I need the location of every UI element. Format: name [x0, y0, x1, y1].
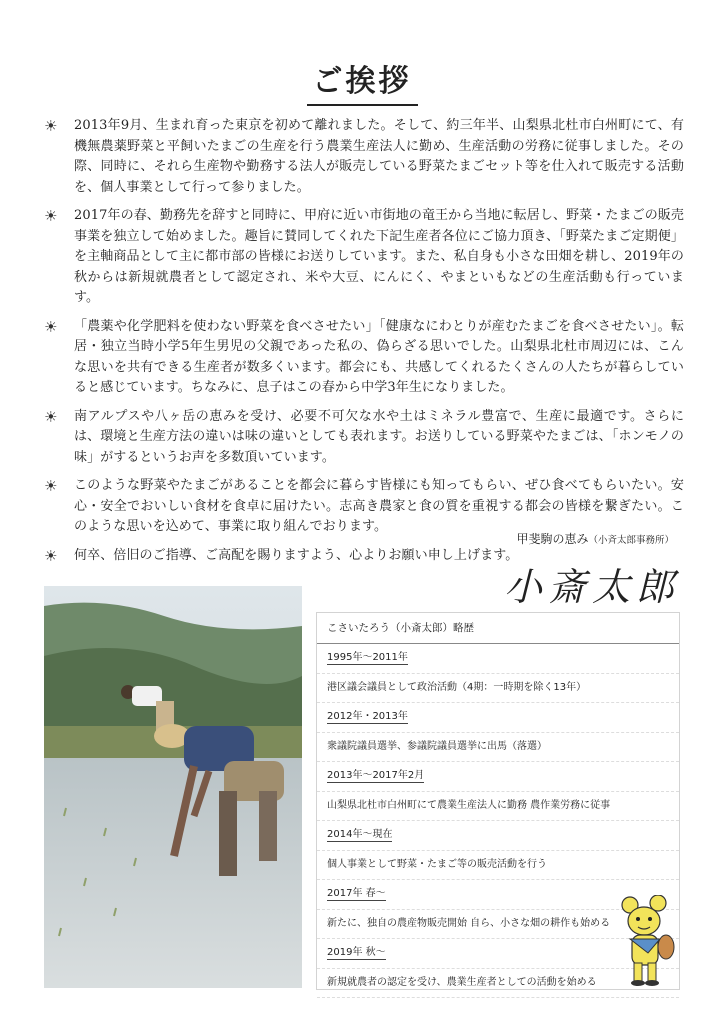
career-description: 新たに、独自の農産物販売開始 自ら、小さな畑の耕作も始める: [317, 910, 679, 940]
career-period: [317, 644, 679, 674]
career-period-text: 2014年～現在: [327, 829, 393, 840]
career-description: 山梨県北杜市白州町にて農業生産法人に勤務 農作業労務に従事: [317, 792, 679, 822]
greeting-paragraphs: [44, 116, 684, 574]
career-period-text: 1995年～2011年: [327, 652, 408, 663]
rice-planting-photo: [44, 586, 302, 988]
organization-name: [516, 530, 674, 547]
sun-icon: ☀: [44, 117, 58, 135]
paragraph-text: 何卒、倍旧のご指導、ご高配を賜りますよう、心よりお願い申し上げます。: [74, 547, 519, 563]
career-period-text: 2019年 秋～: [327, 947, 386, 958]
greeting-paragraph: [44, 476, 684, 538]
sun-icon: ☀: [44, 407, 58, 426]
paragraph-text: このような野菜やたまごがあることを都会に暮らす皆様にも知ってもらい、ぜひ食べてもらいたい。安心・安全でおいしい食材を食卓に届けたい。志高き農家と食の質を重視する都会の皆様を繋ぎたい。このような思いを込めて、事業に取り組んでおります。: [74, 478, 684, 534]
greeting-paragraph: [44, 317, 684, 399]
org-sub: （小斉太郎事務所）: [588, 535, 674, 546]
greeting-paragraph: [44, 407, 684, 469]
career-description: 港区議会議員として政治活動（4期：一時期を除く13年）: [317, 674, 679, 704]
career-description: 衆議院議員選挙、参議院議員選挙に出馬（落選）: [317, 733, 679, 763]
paragraph-text: 2017年の春、勤務先を辞すと同時に、甲府に近い市街地の竜王から当地に転居し、野菜・たまごの販売事業を独立して始めました。趣旨に賛同してくれた下記生産者各位にご協力頂き、「野菜たまご定期便」を主軸商品として主に都市部の皆様にお送りしています。また、私自身も小さな田畑を耕し、2019年の秋からは新規就農者として認定され、米や大豆、にんにく、やまといもなどの生産活動も行っています。: [74, 208, 684, 305]
paragraph-text: 「農薬や化学肥料を使わない野菜を食べさせたい」「健康なにわとりが産むたまごを食べさせたい」。転居・独立当時小学5年生男児の父親であった私の、偽らざる思いでした。山梨県北杜市周辺には、こんな思いを共有できる生産者が数多くいます。都会にも、共感してくれるたくさんの人たちが暮らしていると感じています。ちなみに、息子はこの春から中学3年生になりました。: [74, 318, 684, 395]
paragraph-text: 2013年9月、生まれ育った東京を初めて離れました。そして、約三年半、山梨県北杜市白州町にて、有機無農薬野菜と平飼いたまごの生産を行う農業生産法人に勤め、生産活動の労務に従事しました。その際、同時に、それら生産物や勤務する法人が販売している野菜たまごセット等を仕入れて販売する活動を、個人事業として行って参りました。: [74, 118, 684, 195]
career-heading: こさいたろう（小斎太郎）略歴: [317, 613, 679, 644]
career-period-text: 2017年 春～: [327, 888, 386, 899]
career-period-text: 2013年～2017年2月: [327, 770, 425, 781]
career-period: [317, 762, 679, 792]
sun-icon: ☀: [44, 207, 58, 225]
page-title: [0, 56, 724, 106]
career-period: [317, 703, 679, 733]
greeting-paragraph: [44, 206, 684, 309]
career-period: [317, 821, 679, 851]
signature: 小斎太郎: [503, 565, 680, 609]
greeting-paragraph: [44, 116, 684, 198]
sun-icon: ☀: [44, 317, 58, 336]
org-name: 甲斐駒の恵み: [516, 532, 589, 546]
career-description: 新規就農者の認定を受け、農業生産者としての活動を始める: [317, 969, 679, 999]
sun-icon: ☀: [44, 546, 58, 565]
page-title-text: ご挨拶: [307, 56, 418, 106]
career-description: 個人事業として野菜・たまご等の販売活動を行う: [317, 851, 679, 881]
paragraph-text: 南アルプスや八ヶ岳の恵みを受け、必要不可欠な水や土はミネラル豊富で、生産に最適です。さらには、環境と生産方法の違いは味の違いとしても表れます。お送りしている野菜やたまごは、「ホンモノの味」がするというお声を多数頂いています。: [74, 408, 684, 465]
sun-icon: ☀: [44, 477, 58, 495]
mascot-illustration: [618, 895, 678, 987]
career-period-text: 2012年・2013年: [327, 711, 408, 722]
